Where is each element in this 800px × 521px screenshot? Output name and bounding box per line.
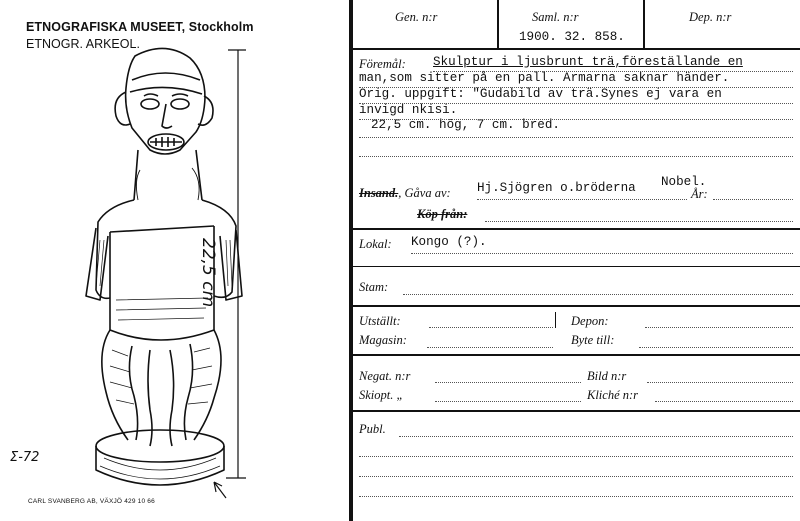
figure-sketch — [0, 0, 340, 521]
bild-label: Bild n:r — [587, 369, 627, 383]
catalog-form — [349, 0, 800, 521]
dotted-line — [359, 87, 793, 88]
byte-label: Byte till: — [571, 333, 615, 347]
dotted-line — [639, 347, 793, 348]
gava-value: Hj.Sjögren o.bröderna — [477, 181, 636, 195]
exhibit-divider — [555, 312, 556, 328]
dotted-line — [477, 199, 687, 200]
section-rule — [349, 228, 800, 230]
dotted-line — [359, 119, 793, 120]
kop-label: Köp från: — [417, 207, 468, 221]
foremal-line: Orig. uppgift: "Gudabild av trä.Synes ej vara en — [359, 87, 722, 101]
dotted-line — [485, 221, 793, 222]
dotted-line — [359, 496, 793, 497]
museum-name: ETNOGRAFISKA MUSEET, Stockholm — [26, 20, 254, 34]
utstallt-label: Utställt: — [359, 314, 401, 328]
dotted-line — [429, 327, 553, 328]
foremal-line: man,som sitter på en pall. Armarna saknar händer. — [359, 71, 730, 85]
section-rule — [349, 410, 800, 412]
negat-label: Negat. n:r — [359, 369, 411, 383]
statue-drawing — [86, 48, 242, 485]
publ-label: Publ. — [359, 422, 386, 436]
dotted-line — [435, 401, 581, 402]
saml-label: Saml. n:r — [532, 10, 579, 24]
dotted-line — [647, 382, 793, 383]
department-label: ETNOGR. ARKEOL. — [26, 37, 140, 51]
section-rule — [349, 48, 800, 50]
dotted-line — [655, 401, 793, 402]
kliche-label: Kliché n:r — [587, 388, 639, 402]
dotted-line — [427, 347, 553, 348]
foremal-line: Skulptur i ljusbrunt trä,föreställande en — [433, 55, 743, 69]
dotted-line — [645, 327, 793, 328]
section-rule — [349, 305, 800, 307]
dotted-line — [435, 382, 581, 383]
header-divider — [497, 0, 499, 48]
lokal-label: Lokal: — [359, 237, 392, 251]
dotted-line — [359, 156, 793, 157]
ar-label: År: — [691, 187, 708, 201]
section-rule — [349, 354, 800, 356]
magasin-label: Magasin: — [359, 333, 407, 347]
section-rule — [349, 266, 800, 267]
dotted-line — [359, 103, 793, 104]
dotted-line — [433, 71, 793, 72]
header-divider — [643, 0, 645, 48]
dotted-line — [359, 456, 793, 457]
form-left-border — [349, 0, 353, 521]
dotted-line — [403, 294, 793, 295]
dotted-line — [399, 436, 793, 437]
foremal-line: 22,5 cm. hög, 7 cm. bred. — [371, 118, 560, 132]
insand-label: Insand., Gåva av: — [359, 186, 451, 200]
gen-label: Gen. n:r — [395, 10, 438, 24]
dotted-line — [411, 253, 793, 254]
foremal-line: invigd nkisi. — [359, 103, 458, 117]
dotted-line — [713, 199, 793, 200]
depon-label: Depon: — [571, 314, 609, 328]
saml-value: 1900. 32. 858. — [519, 30, 625, 44]
foremal-label: Föremål: — [359, 57, 406, 71]
stam-label: Stam: — [359, 280, 389, 294]
gava-value-cont: Nobel. — [661, 175, 707, 189]
skiopt-label: Skiopt. „ — [359, 388, 404, 402]
measure-line — [214, 50, 246, 498]
dotted-line — [359, 137, 793, 138]
printer-imprint: CARL SVANBERG AB, VÄXJÖ 429 10 66 — [28, 498, 155, 505]
dimension-note: 22,5 cm — [198, 238, 218, 308]
lokal-value: Kongo (?). — [411, 235, 487, 249]
dotted-line — [359, 476, 793, 477]
dep-label: Dep. n:r — [689, 10, 732, 24]
inventory-mark: Σ-72 — [10, 450, 40, 465]
